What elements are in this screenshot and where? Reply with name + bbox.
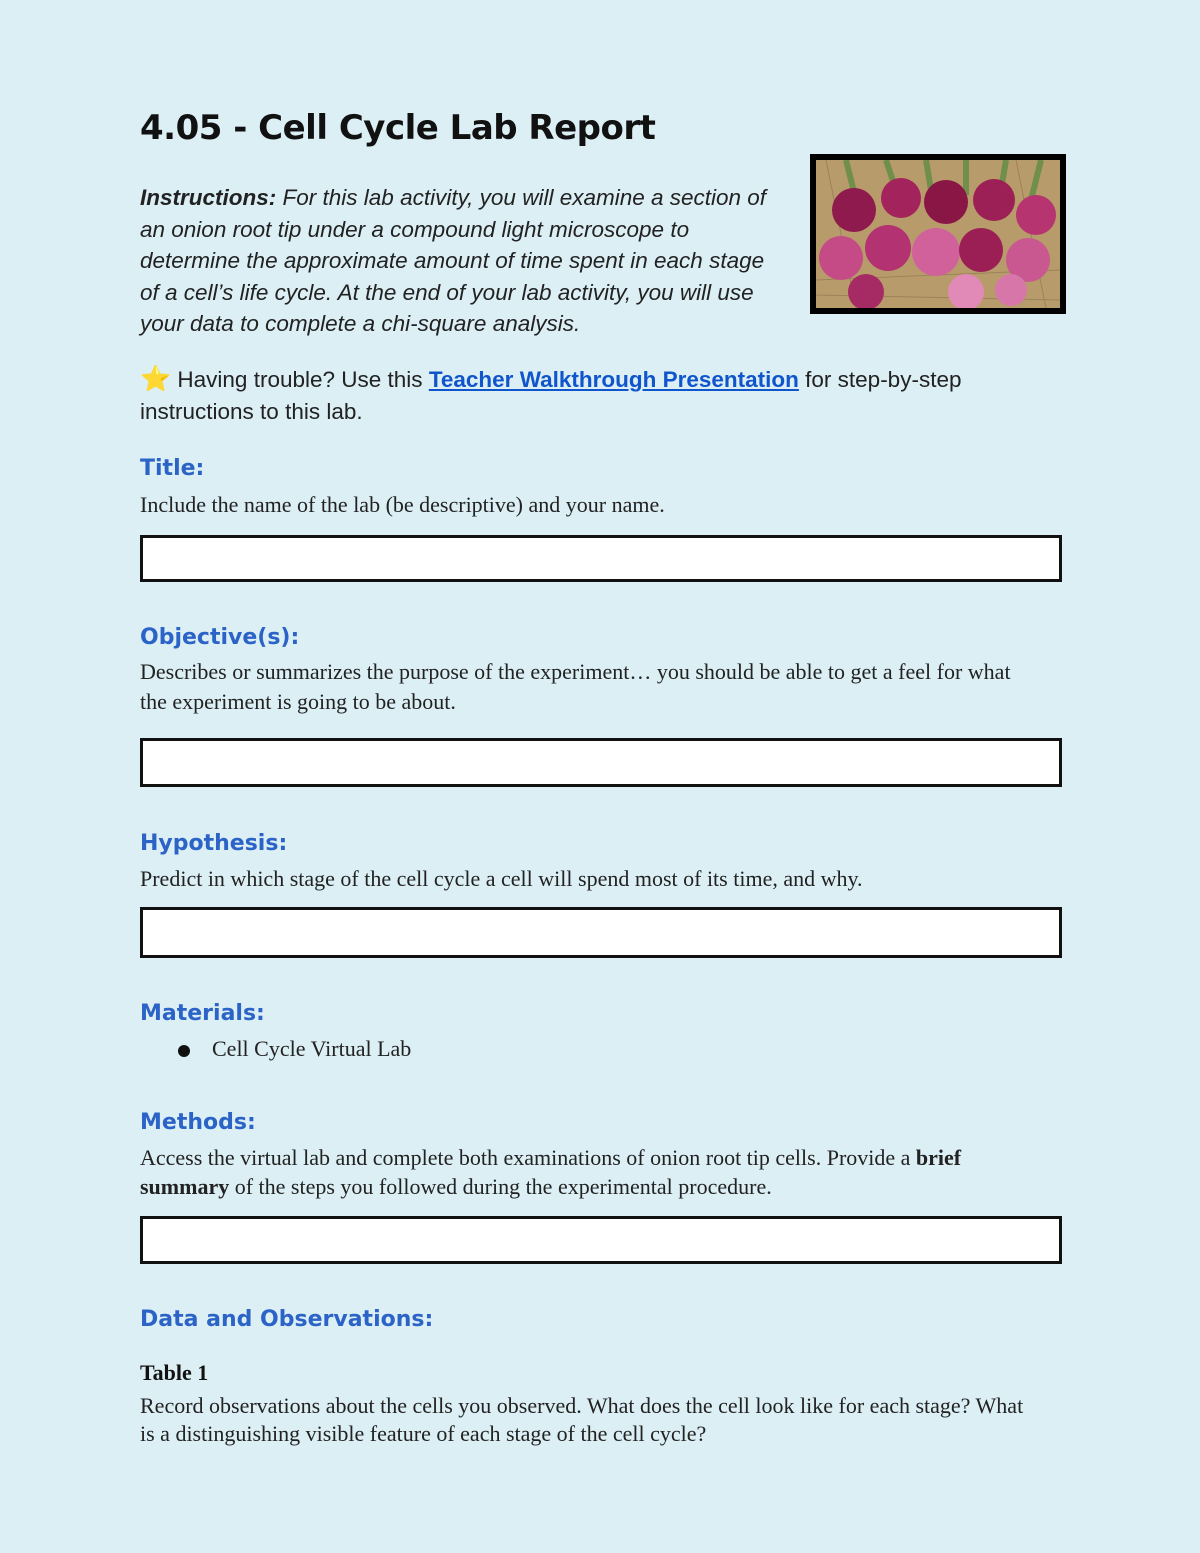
methods-heading: Methods:: [140, 1110, 256, 1135]
red-onions-image: [816, 160, 1060, 308]
instructions-label: Instructions:: [140, 185, 277, 210]
star-icon: ⭐: [140, 365, 172, 393]
objective-instructions: Describes or summarizes the purpose of the experiment… you should be able to get a feel for what the experiment is going to be about.: [140, 659, 1011, 714]
bullet-icon: [178, 1045, 190, 1057]
materials-item: Cell Cycle Virtual Lab: [212, 1036, 412, 1061]
methods-text-before: Access the virtual lab and complete both examinations of onion root tip cells. Provide a: [140, 1145, 911, 1170]
help-note: [140, 364, 1040, 427]
title-heading: Title:: [140, 456, 205, 481]
title-answer-box[interactable]: [140, 535, 1062, 582]
help-text-before: Having trouble? Use this: [177, 367, 423, 392]
objective-heading: Objective(s):: [140, 625, 300, 650]
hypothesis-answer-box[interactable]: [140, 907, 1062, 958]
data-instructions: Record observations about the cells you observed. What does the cell look like for each stage? What is a distinguishing visible feature of each stage of the cell cycle?: [140, 1393, 1024, 1446]
teacher-walkthrough-link[interactable]: Teacher Walkthrough Presentation: [428, 367, 799, 392]
title-instructions: Include the name of the lab (be descriptive) and your name.: [140, 492, 665, 517]
hypothesis-instructions: Predict in which stage of the cell cycle a cell will spend most of its time, and why.: [140, 866, 863, 891]
materials-heading: Materials:: [140, 1001, 265, 1026]
instructions: [140, 182, 780, 340]
data-heading: Data and Observations:: [140, 1307, 434, 1332]
methods-answer-box[interactable]: [140, 1216, 1062, 1264]
table-1-label: Table 1: [140, 1360, 209, 1385]
methods-text-after: of the steps you followed during the experimental procedure.: [234, 1174, 772, 1199]
hypothesis-heading: Hypothesis:: [140, 831, 288, 856]
methods-bold-text: brief summary: [140, 1145, 962, 1199]
page-title: 4.05 - Cell Cycle Lab Report: [140, 108, 656, 148]
instructions-text: For this lab activity, you will examine a section of an onion root tip under a compound light microscope to determine the approximate amount of time spent in each stage of a cell’s life cycle. At the end of your lab activity, you will use your data to complete a chi-square analysis.: [140, 185, 767, 336]
methods-instructions: [140, 1143, 1040, 1201]
onion-photo: [810, 154, 1066, 314]
help-text-after: for step-by-step instructions to this lab.: [140, 367, 962, 424]
objective-answer-box[interactable]: [140, 738, 1062, 787]
